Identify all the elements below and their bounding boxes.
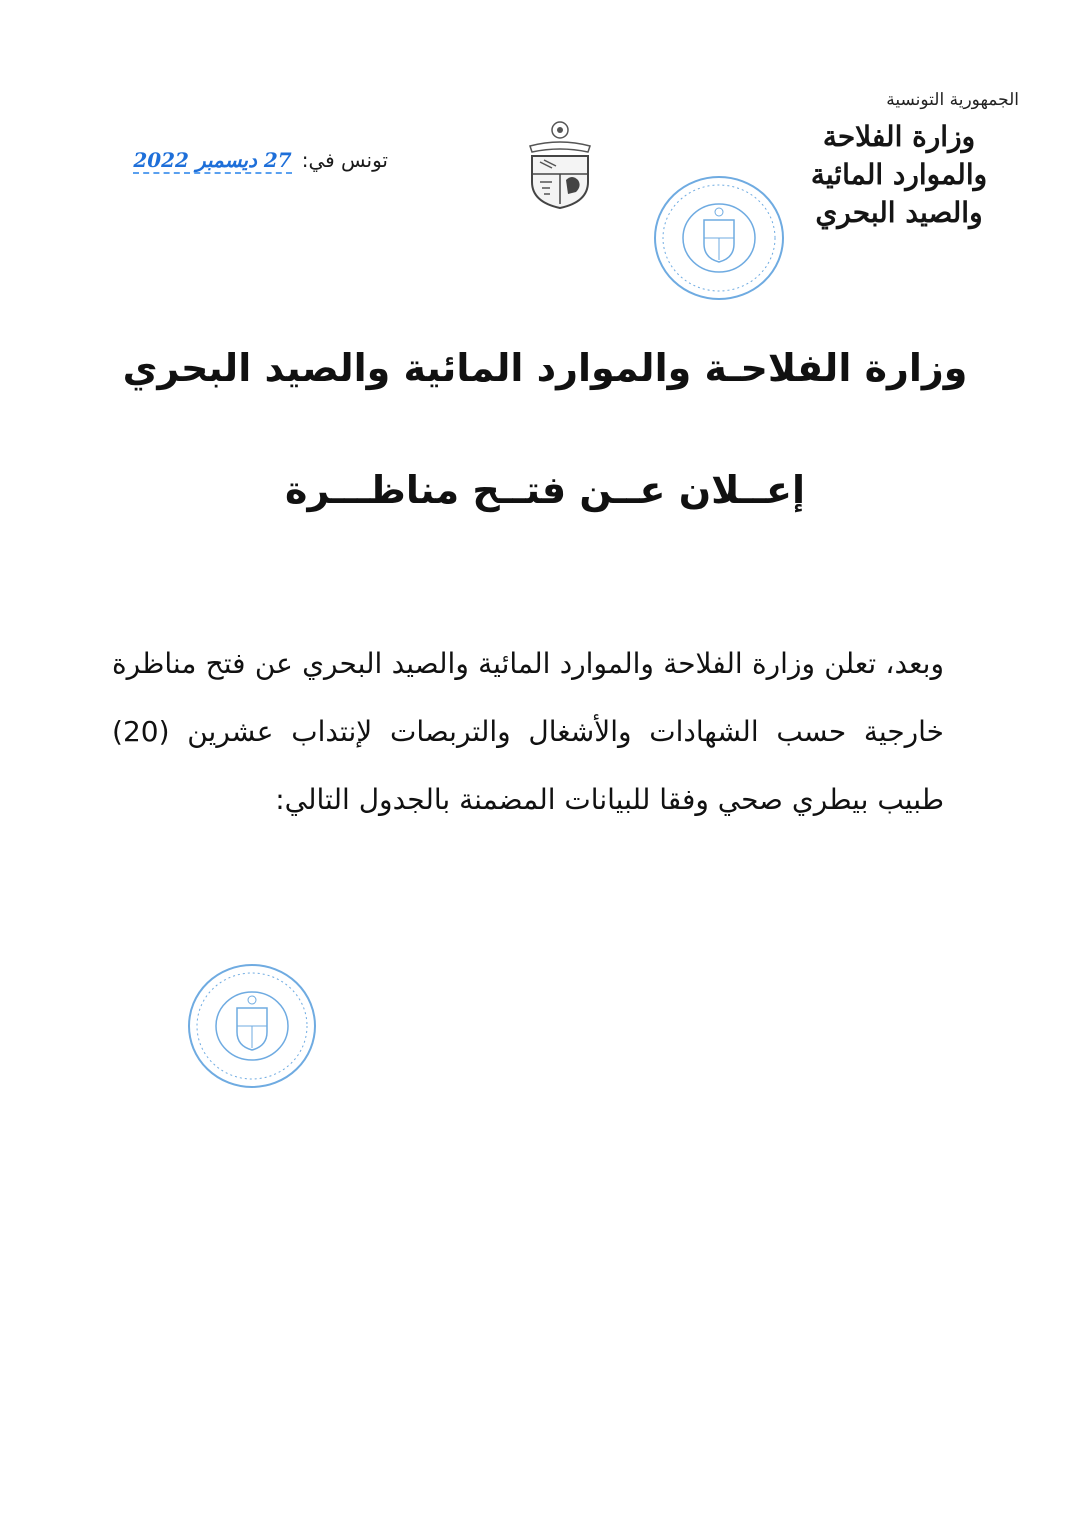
- date-line: [118, 148, 388, 188]
- official-stamp-icon: [652, 174, 786, 302]
- handwritten-date: 27 ديسمبر 2022: [133, 148, 292, 172]
- ministry-name-line1: وزارة الفلاحة: [822, 120, 976, 153]
- document-subtitle: إعــلان عــن فتــح مناظـــرة: [285, 468, 805, 512]
- announcement-paragraph: وبعد، تعلن وزارة الفلاحة والموارد المائية والصيد البحري عن فتح مناظرة خارجية حسب الشهادات والأشغال والتربصات لإنتداب عشرين (20) طبيب بيطري صحي وفقا للبيانات المضمنة بالجدول التالي:: [112, 647, 944, 816]
- document-title: وزارة الفلاحـة والموارد المائية والصيد البحري: [122, 346, 968, 390]
- official-stamp-icon: [186, 962, 318, 1090]
- republic-label: الجمهورية التونسية: [886, 90, 1019, 110]
- coat-of-arms-icon: [522, 118, 598, 210]
- ministry-header: [769, 90, 1029, 232]
- city-label: تونس في:: [301, 148, 388, 172]
- ministry-name-line2: والموارد المائية والصيد البحري: [810, 158, 988, 229]
